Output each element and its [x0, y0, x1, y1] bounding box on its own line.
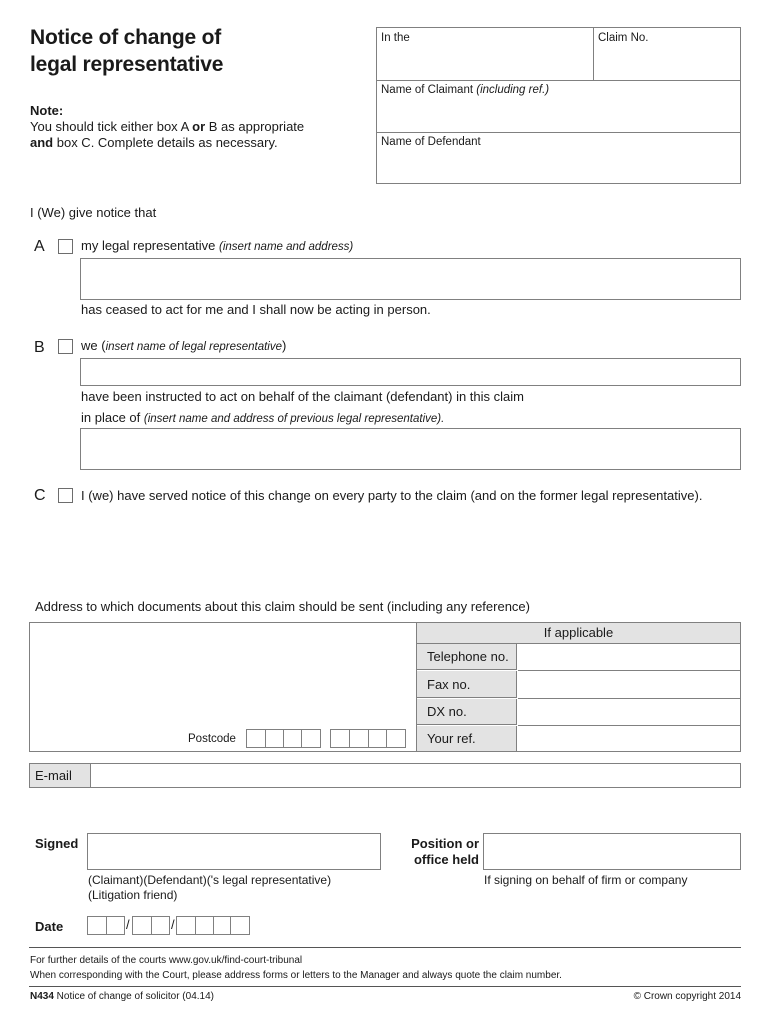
form-code — [30, 991, 214, 1002]
postcode-digit[interactable] — [247, 730, 266, 747]
footer-line2: When corresponding with the Court, please address forms or letters to the Manager and always quote the claim number. — [30, 970, 562, 981]
header-box — [376, 27, 741, 184]
section-c-label: I (we) have served notice of this change on every party to the claim (and on the former legal representative). — [81, 488, 703, 503]
date-digit[interactable] — [152, 917, 170, 934]
date-separator: / — [171, 917, 175, 932]
section-a-checkbox[interactable] — [58, 239, 73, 254]
section-a-representative-field[interactable] — [80, 258, 741, 300]
footer-info — [30, 953, 562, 983]
fax-label: Fax no. — [427, 677, 471, 692]
date-digit[interactable] — [196, 917, 214, 934]
your-ref-input[interactable] — [518, 726, 740, 751]
postcode-digit[interactable] — [302, 730, 320, 747]
position-label-line1: Position or — [411, 836, 479, 851]
note-heading: Note: — [30, 103, 64, 118]
your-ref-label: Your ref. — [427, 731, 476, 746]
telephone-label-cell — [417, 644, 517, 670]
section-b-checkbox[interactable] — [58, 339, 73, 354]
position-field[interactable] — [483, 833, 741, 870]
address-field[interactable] — [30, 623, 417, 751]
email-row — [29, 763, 741, 788]
postcode-digit[interactable] — [331, 730, 350, 747]
section-b-place-label — [81, 410, 444, 425]
postcode-digit[interactable] — [350, 730, 369, 747]
if-applicable-header — [417, 623, 740, 644]
date-month-input[interactable] — [132, 916, 170, 935]
position-label-line2: office held — [413, 852, 479, 867]
dx-label: DX no. — [427, 704, 467, 719]
claimant-label — [381, 84, 549, 96]
form-title-line2: legal representative — [30, 53, 224, 76]
footer-rule — [29, 947, 741, 948]
section-b-hint: insert name of legal representative — [105, 341, 282, 353]
position-caption: If signing on behalf of firm or company — [484, 873, 688, 887]
postcode-digit[interactable] — [284, 730, 302, 747]
note-and: and — [30, 135, 54, 150]
note-line1 — [30, 119, 304, 135]
claimant-name-field[interactable] — [377, 80, 740, 133]
footer-rule-bottom — [29, 986, 741, 987]
postcode-part2-input[interactable] — [330, 729, 406, 748]
date-digit[interactable] — [107, 917, 125, 934]
postcode-digit[interactable] — [387, 730, 405, 747]
fax-label-cell — [417, 671, 517, 698]
section-b-label — [81, 338, 286, 353]
claim-no-field[interactable] — [594, 28, 740, 81]
telephone-label: Telephone no. — [427, 649, 509, 664]
date-year-input[interactable] — [176, 916, 250, 935]
defendant-label: Name of Defendant — [381, 136, 481, 148]
section-b-letter: B — [34, 339, 45, 356]
email-label: E-mail — [35, 768, 72, 783]
position-label — [395, 836, 479, 868]
section-a-hint: (insert name and address) — [219, 241, 354, 253]
claimant-hint: (including ref.) — [476, 84, 550, 96]
note-text: B as appropriate — [205, 119, 305, 134]
date-digit[interactable] — [231, 917, 249, 934]
form-code-number: N434 — [30, 991, 54, 1002]
copyright: © Crown copyright 2014 — [633, 991, 741, 1002]
section-c-letter: C — [34, 487, 46, 504]
section-a-letter: A — [34, 238, 45, 255]
signed-caption-line2: (Litigation friend) — [88, 888, 178, 902]
section-a-label-text: my legal representative — [81, 238, 220, 253]
claimant-label-text: Name of Claimant — [381, 84, 477, 96]
intro-text: I (We) give notice that — [30, 205, 157, 220]
section-b-place-hint: (insert name and address of previous legal representative). — [143, 413, 445, 425]
signature-field[interactable] — [87, 833, 381, 870]
note-text: You should tick either box A — [30, 119, 193, 134]
defendant-name-field[interactable] — [377, 132, 740, 183]
date-digit[interactable] — [214, 917, 232, 934]
email-input[interactable] — [92, 764, 740, 787]
form-title — [30, 24, 223, 78]
your-ref-label-cell — [417, 726, 517, 751]
postcode-part1-input[interactable] — [246, 729, 321, 748]
section-b-label-text: we ( — [81, 338, 106, 353]
telephone-input[interactable] — [518, 644, 740, 671]
court-field[interactable] — [377, 28, 594, 81]
postcode-label: Postcode — [188, 733, 236, 745]
section-b-place-text: in place of — [81, 410, 144, 425]
in-the-label: In the — [381, 32, 410, 44]
fax-input[interactable] — [518, 671, 740, 699]
address-heading: Address to which documents about this claim should be sent (including any reference) — [35, 599, 530, 614]
dx-input[interactable] — [518, 699, 740, 726]
signed-caption — [88, 873, 331, 903]
date-separator: / — [126, 917, 130, 932]
dx-label-cell — [417, 699, 517, 725]
date-day-input[interactable] — [87, 916, 125, 935]
section-b-after: have been instructed to act on behalf of the claimant (defendant) in this claim — [81, 389, 524, 404]
claim-no-label: Claim No. — [598, 32, 649, 44]
postcode-digit[interactable] — [266, 730, 284, 747]
section-b-representative-field[interactable] — [80, 358, 741, 386]
if-applicable-label: If applicable — [543, 625, 614, 640]
note-block — [30, 103, 304, 151]
section-c-checkbox[interactable] — [58, 488, 73, 503]
note-line2 — [30, 135, 304, 151]
form-title-line1: Notice of change of — [30, 26, 222, 49]
signed-label: Signed — [35, 836, 79, 851]
date-label: Date — [35, 919, 64, 934]
date-digit[interactable] — [177, 917, 196, 934]
section-b-previous-representative-field[interactable] — [80, 428, 741, 470]
section-b-label-close: ) — [282, 338, 287, 353]
date-digit[interactable] — [133, 917, 152, 934]
section-a-after: has ceased to act for me and I shall now be acting in person. — [81, 302, 431, 317]
footer-line1: For further details of the courts www.gov.uk/find-court-tribunal — [30, 955, 303, 966]
section-a-label — [81, 238, 353, 253]
form-code-name: Notice of change of solicitor (04.14) — [53, 991, 214, 1002]
date-digit[interactable] — [88, 917, 107, 934]
address-block — [29, 622, 741, 752]
signed-caption-line1: (Claimant)(Defendant)('s legal representative) — [88, 873, 332, 887]
email-label-cell — [30, 764, 91, 787]
postcode-digit[interactable] — [369, 730, 387, 747]
note-text: box C. Complete details as necessary. — [53, 135, 278, 150]
note-or: or — [192, 119, 206, 134]
